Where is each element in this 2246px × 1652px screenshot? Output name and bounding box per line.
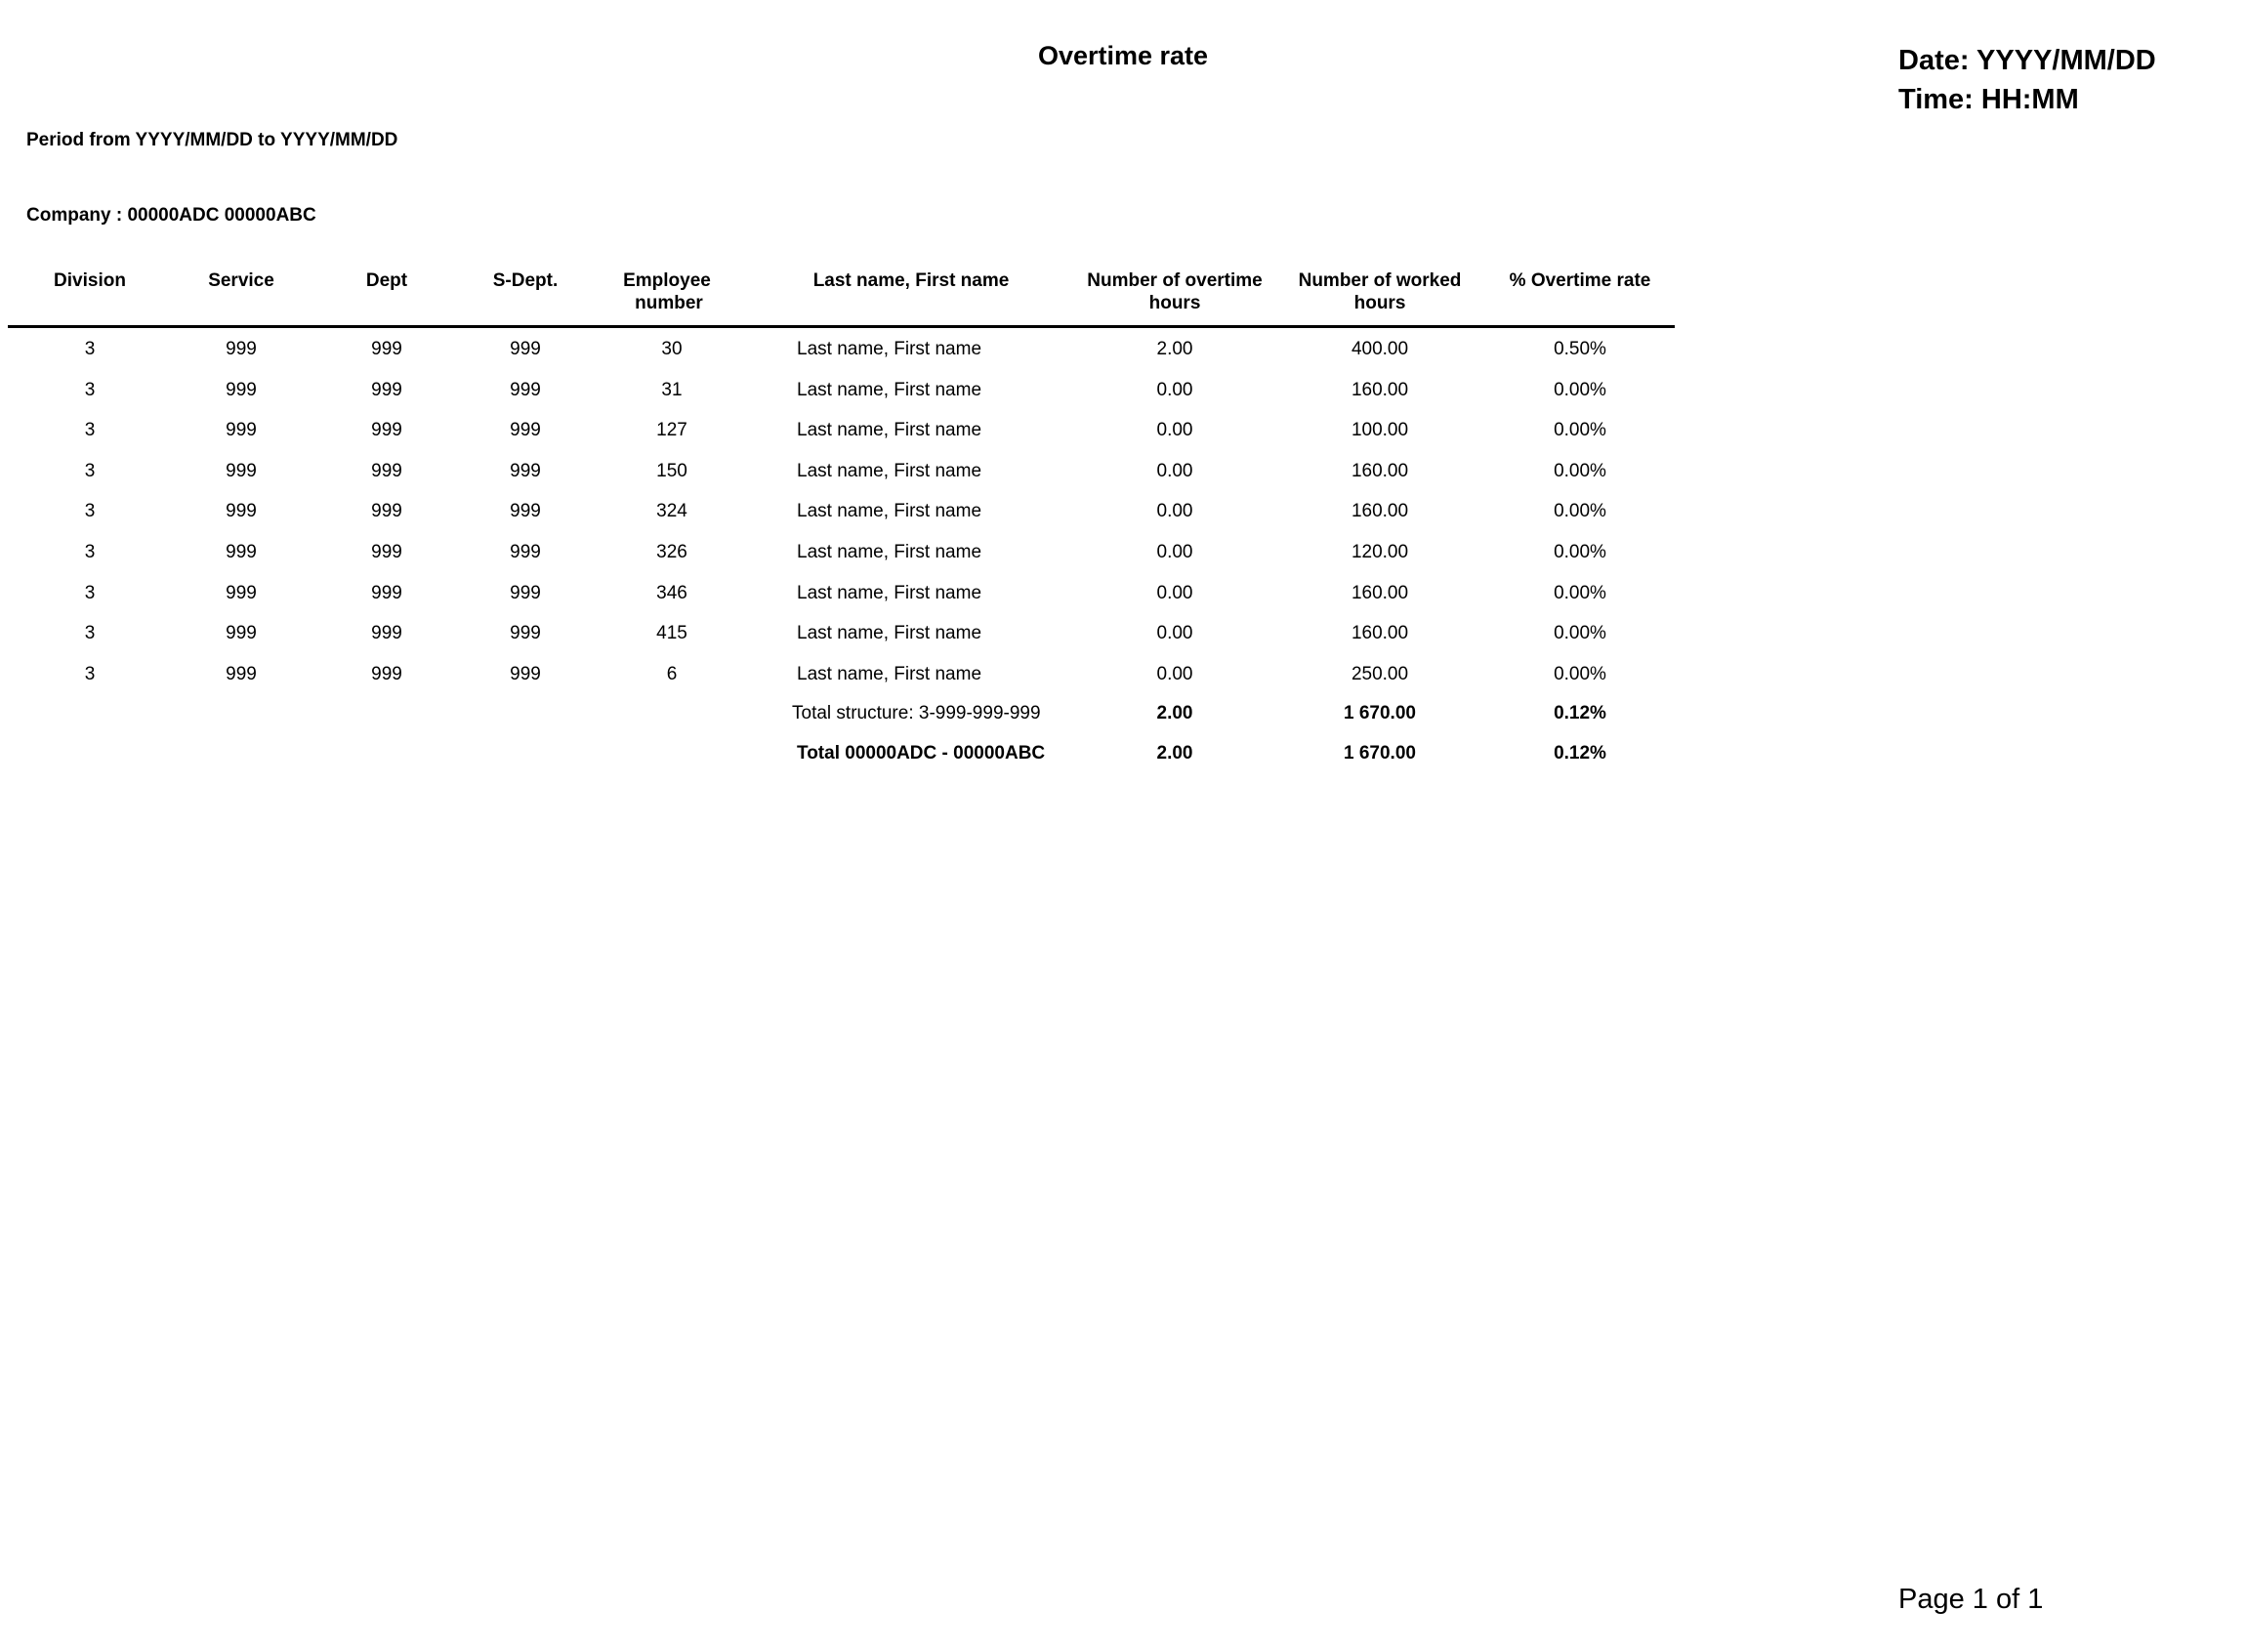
- cell-division: 3: [84, 501, 96, 522]
- cell-rate: 0.00%: [1554, 501, 1606, 522]
- cell-division: 3: [84, 460, 96, 481]
- cell-sdept: 999: [510, 379, 541, 400]
- cell-service: 999: [226, 623, 257, 644]
- cell-division: 3: [84, 420, 96, 441]
- cell-sdept: 999: [510, 420, 541, 441]
- cell-overtime: 0.00: [1156, 582, 1193, 603]
- total-company-label: Total 00000ADC - 00000ABC: [797, 743, 1046, 764]
- cell-rate: 0.00%: [1554, 623, 1606, 644]
- cell-dept: 999: [371, 582, 402, 603]
- cell-worked: 120.00: [1351, 541, 1409, 562]
- table-row: [8, 490, 1675, 531]
- table-row: [8, 572, 1675, 613]
- cell-overtime: 2.00: [1156, 339, 1193, 359]
- cell-rate: 0.00%: [1554, 460, 1606, 481]
- date-time-block: [1898, 41, 2156, 119]
- total-structure-overtime: 2.00: [1156, 703, 1193, 724]
- header-worked-line2: hours: [1353, 293, 1406, 313]
- page-number: Page 1 of 1: [1898, 1584, 2044, 1615]
- cell-rate: 0.00%: [1554, 541, 1606, 562]
- table-row: [8, 369, 1675, 410]
- report-title: Overtime rate: [1037, 41, 1209, 70]
- cell-service: 999: [226, 582, 257, 603]
- cell-sdept: 999: [510, 460, 541, 481]
- cell-name: Last name, First name: [797, 460, 982, 481]
- header-employee-number-line1: Employee: [623, 270, 711, 291]
- cell-employee: 31: [661, 379, 683, 400]
- cell-division: 3: [84, 339, 96, 359]
- cell-employee: 127: [656, 420, 687, 441]
- header-sdept: S-Dept.: [492, 270, 559, 291]
- report-period: Period from YYYY/MM/DD to YYYY/MM/DD: [26, 130, 398, 150]
- cell-division: 3: [84, 541, 96, 562]
- cell-service: 999: [226, 663, 257, 684]
- cell-name: Last name, First name: [797, 420, 982, 441]
- cell-dept: 999: [371, 379, 402, 400]
- table-body: [8, 328, 1675, 693]
- header-overtime-line2: hours: [1148, 293, 1201, 313]
- cell-worked: 160.00: [1351, 379, 1409, 400]
- cell-division: 3: [84, 623, 96, 644]
- cell-worked: 160.00: [1351, 623, 1409, 644]
- header-service: Service: [208, 270, 274, 291]
- cell-dept: 999: [371, 460, 402, 481]
- cell-overtime: 0.00: [1156, 541, 1193, 562]
- table-row: [8, 409, 1675, 450]
- cell-division: 3: [84, 379, 96, 400]
- cell-name: Last name, First name: [797, 379, 982, 400]
- cell-sdept: 999: [510, 582, 541, 603]
- total-structure-row: [8, 693, 1675, 733]
- total-company-row: [8, 733, 1675, 773]
- cell-employee: 324: [656, 501, 687, 522]
- cell-service: 999: [226, 501, 257, 522]
- cell-rate: 0.00%: [1554, 582, 1606, 603]
- cell-overtime: 0.00: [1156, 379, 1193, 400]
- cell-service: 999: [226, 541, 257, 562]
- table-header: [8, 266, 1675, 328]
- cell-employee: 150: [656, 460, 687, 481]
- cell-name: Last name, First name: [797, 623, 982, 644]
- cell-name: Last name, First name: [797, 663, 982, 684]
- cell-service: 999: [226, 379, 257, 400]
- header-name: Last name, First name: [812, 270, 1010, 291]
- table-row: [8, 531, 1675, 572]
- cell-overtime: 0.00: [1156, 420, 1193, 441]
- cell-sdept: 999: [510, 501, 541, 522]
- cell-worked: 100.00: [1351, 420, 1409, 441]
- cell-name: Last name, First name: [797, 339, 982, 359]
- cell-dept: 999: [371, 623, 402, 644]
- total-company-overtime: 2.00: [1156, 743, 1193, 764]
- cell-worked: 400.00: [1351, 339, 1409, 359]
- table-row: [8, 653, 1675, 694]
- cell-worked: 160.00: [1351, 582, 1409, 603]
- overtime-table: [8, 266, 1675, 773]
- total-structure-label: Total structure: 3-999-999-999: [792, 703, 1041, 724]
- cell-dept: 999: [371, 541, 402, 562]
- cell-overtime: 0.00: [1156, 623, 1193, 644]
- cell-dept: 999: [371, 501, 402, 522]
- total-structure-rate: 0.12%: [1554, 703, 1606, 724]
- cell-division: 3: [84, 582, 96, 603]
- cell-rate: 0.50%: [1554, 339, 1606, 359]
- header-employee-number: [594, 269, 740, 314]
- header-overtime-hours: [1067, 269, 1282, 314]
- cell-overtime: 0.00: [1156, 460, 1193, 481]
- total-company-rate: 0.12%: [1554, 743, 1606, 764]
- cell-dept: 999: [371, 339, 402, 359]
- cell-name: Last name, First name: [797, 582, 982, 603]
- cell-overtime: 0.00: [1156, 501, 1193, 522]
- cell-rate: 0.00%: [1554, 663, 1606, 684]
- header-dept: Dept: [365, 270, 408, 291]
- cell-division: 3: [84, 663, 96, 684]
- total-structure-worked: 1 670.00: [1344, 703, 1416, 724]
- cell-name: Last name, First name: [797, 501, 982, 522]
- cell-employee: 30: [661, 339, 683, 359]
- cell-worked: 160.00: [1351, 460, 1409, 481]
- report-time: Time: HH:MM: [1898, 84, 2079, 115]
- cell-dept: 999: [371, 420, 402, 441]
- header-employee-number-line2: number: [635, 293, 703, 313]
- header-worked-hours: [1277, 269, 1482, 314]
- cell-sdept: 999: [510, 623, 541, 644]
- cell-service: 999: [226, 460, 257, 481]
- cell-employee: 415: [656, 623, 687, 644]
- table-row: [8, 612, 1675, 653]
- cell-sdept: 999: [510, 339, 541, 359]
- cell-name: Last name, First name: [797, 541, 982, 562]
- header-overtime-rate: % Overtime rate: [1509, 270, 1651, 291]
- table-row: [8, 450, 1675, 491]
- total-company-worked: 1 670.00: [1344, 743, 1416, 764]
- cell-rate: 0.00%: [1554, 379, 1606, 400]
- cell-sdept: 999: [510, 663, 541, 684]
- header-division: Division: [54, 270, 126, 291]
- cell-service: 999: [226, 339, 257, 359]
- table-row: [8, 328, 1675, 369]
- report-company: Company : 00000ADC 00000ABC: [26, 205, 316, 226]
- cell-employee: 6: [666, 663, 678, 684]
- cell-sdept: 999: [510, 541, 541, 562]
- cell-overtime: 0.00: [1156, 663, 1193, 684]
- cell-rate: 0.00%: [1554, 420, 1606, 441]
- header-worked-line1: Number of worked: [1298, 270, 1462, 291]
- cell-service: 999: [226, 420, 257, 441]
- report-date: Date: YYYY/MM/DD: [1898, 45, 2156, 76]
- cell-dept: 999: [371, 663, 402, 684]
- cell-worked: 160.00: [1351, 501, 1409, 522]
- cell-worked: 250.00: [1351, 663, 1409, 684]
- cell-employee: 346: [656, 582, 687, 603]
- header-overtime-line1: Number of overtime: [1087, 270, 1263, 291]
- cell-employee: 326: [656, 541, 687, 562]
